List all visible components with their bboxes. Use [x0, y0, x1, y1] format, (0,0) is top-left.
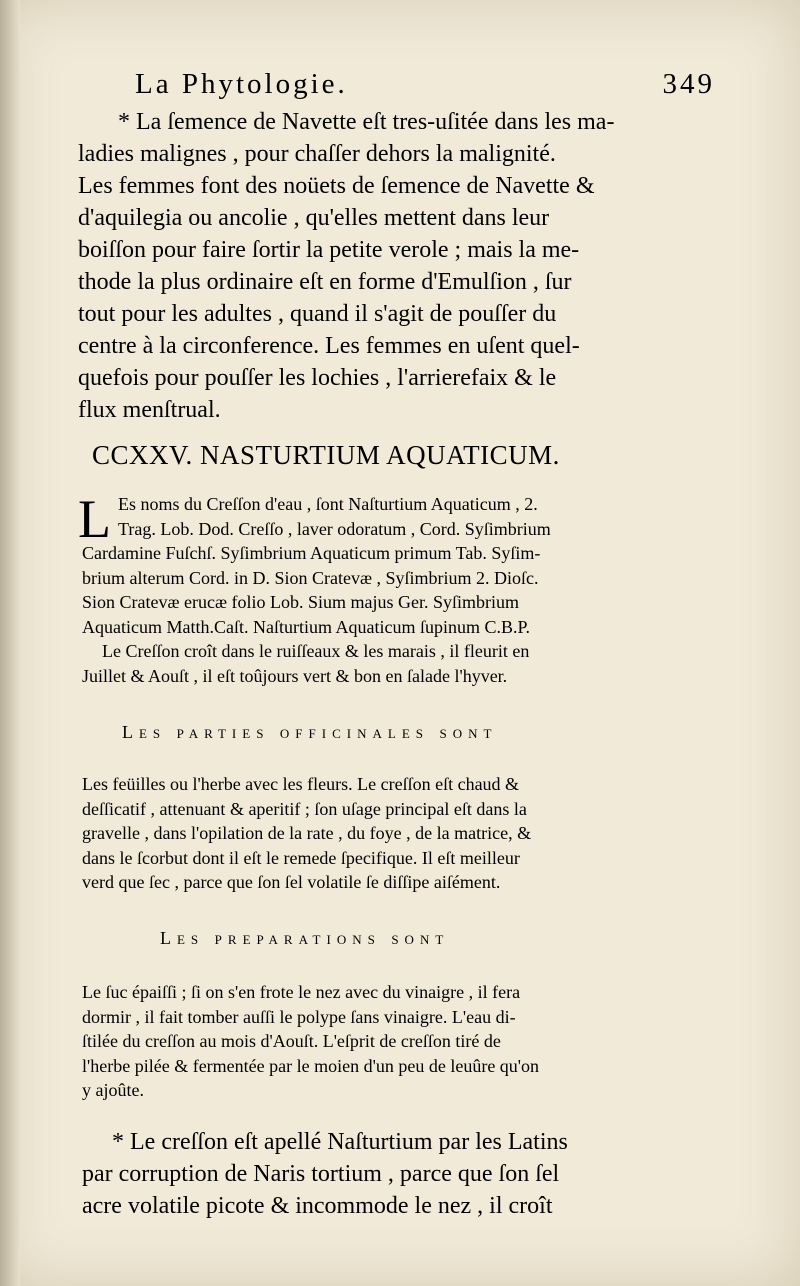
text-line: gravelle , dans l'opilation de la rate , du foye , de la matrice, & [82, 823, 532, 843]
text-line: centre à la circonference. Les femmes en uſent quel- [78, 333, 580, 359]
preparations-paragraph [82, 980, 712, 1103]
text-line: brium alterum Cord. in D. Sion Cratevæ , Syſimbrium 2. Dioſc. [82, 567, 539, 588]
text-line: y ajoûte. [82, 1080, 144, 1100]
text-line: tout pour les adultes , quand il s'agit de pouſſer du [78, 301, 557, 327]
text-line: Sion Cratevæ erucæ folio Lob. Sium majus Ger. Syſimbrium [82, 592, 519, 612]
text-line: Le ſuc épaiſſi ; ſi on s'en frote le nez avec du vinaigre , il fera [82, 982, 521, 1002]
text-line: dans le ſcorbut dont il eſt le remede ſpecifique. Il eſt meilleur [82, 847, 520, 868]
text-line: quefois pour pouſſer les lochies , l'arrierefaix & le [78, 365, 557, 391]
page-gutter [0, 0, 20, 1286]
text-line: Juillet & Aouſt , il eſt toûjours vert & bon en ſalade l'hyver. [82, 665, 508, 686]
parts-paragraph [82, 772, 712, 895]
text-line: Cardamine Fuſchſ. Syſimbrium Aquaticum primum Tab. Syſim- [82, 543, 541, 563]
text-line: Aquaticum Matth.Caſt. Naſturtium Aquaticum ſupinum C.B.P. [82, 616, 530, 637]
text-line: acre volatile picote & incommode le nez , il croît [82, 1193, 553, 1219]
text-line: boiſſon pour faire ſortir la petite verole ; mais la me- [78, 237, 580, 263]
text-line: verd que ſec , parce que ſon ſel volatile ſe diſſipe aiſément. [82, 872, 501, 892]
text-line: * La ſemence de Navette eſt tres-uſitée dans les ma- [118, 109, 615, 135]
parts-heading: Les parties officinales sont [122, 722, 498, 742]
text-line: * Le creſſon eſt apellé Naſturtium par les Latins [112, 1129, 568, 1155]
names-paragraph [82, 492, 712, 688]
text-line: d'aquilegia ou ancolie , qu'elles mettent dans leur [78, 205, 550, 231]
text-line: par corruption de Naris tortium , parce que ſon ſel [82, 1161, 560, 1187]
running-head-title: La Phytologie. [135, 68, 348, 100]
intro-paragraph [78, 106, 698, 426]
text-line: l'herbe pilée & fermentée par le moien d'un peu de leuûre qu'on [82, 1055, 540, 1076]
text-line: Trag. Lob. Dod. Creſſo , laver odoratum , Cord. Syſimbrium [118, 518, 551, 539]
drop-cap: L [78, 489, 111, 549]
preparations-heading: Les preparations sont [160, 928, 450, 948]
text-line: thode la plus ordinaire eſt en forme d'Emulſion , ſur [78, 269, 572, 295]
text-line: flux menſtrual. [78, 397, 221, 423]
text-line: Les feüilles ou l'herbe avec les fleurs. Le creſſon eſt chaud & [82, 774, 520, 794]
text-line: Es noms du Creſſon d'eau , ſont Naſturtium Aquaticum , 2. [118, 494, 538, 514]
text-line: Le Creſſon croît dans le ruiſſeaux & les marais , il fleurit en [102, 641, 530, 661]
text-line: ſtilée du creſſon au mois d'Aouſt. L'eſprit de creſſon tiré de [82, 1031, 501, 1051]
text-line: dormir , il fait tomber auſſi le polype ſans vinaigre. L'eau di- [82, 1006, 516, 1027]
closing-paragraph [82, 1126, 702, 1222]
text-line: Les femmes font des noüets de ſemence de Navette & [78, 173, 595, 199]
text-line: deſſicatif , attenuant & aperitif ; ſon uſage principal eſt dans la [82, 798, 527, 819]
section-heading: CCXXV. NASTURTIUM AQUATICUM. [92, 440, 560, 470]
page-number: 349 [662, 68, 715, 100]
text-line: ladies malignes , pour chaſſer dehors la malignité. [78, 141, 556, 167]
